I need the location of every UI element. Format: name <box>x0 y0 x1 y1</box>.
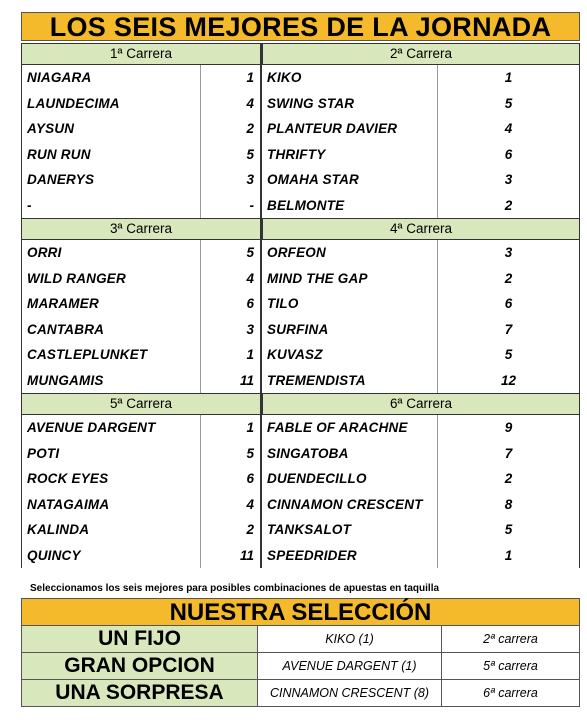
selection-race: 6ª carrera <box>442 680 580 707</box>
list-item <box>262 167 579 193</box>
race-1-list <box>21 65 261 218</box>
horse-number: - <box>249 197 254 213</box>
horse-name: RUN RUN <box>22 142 201 168</box>
list-item <box>262 441 579 467</box>
selection-row <box>21 680 580 707</box>
races-block-1-2 <box>21 43 580 218</box>
list-item <box>22 291 260 317</box>
horse-number: 5 <box>246 445 254 461</box>
list-item <box>22 116 260 142</box>
list-item <box>22 65 260 91</box>
horse-name: PLANTEUR DAVIER <box>262 116 438 142</box>
races-table <box>21 43 580 568</box>
selection-label: UN FIJO <box>21 626 258 653</box>
horse-name: KIKO <box>262 65 438 91</box>
horse-number: 8 <box>504 496 513 512</box>
horse-name: DANERYS <box>22 167 201 193</box>
list-item <box>22 317 260 343</box>
horse-name: TREMENDISTA <box>262 368 438 394</box>
list-item <box>262 193 579 219</box>
horse-name: SURFINA <box>262 317 438 343</box>
horse-name: SINGATOBA <box>262 441 438 467</box>
horse-name: POTI <box>22 441 201 467</box>
horse-number: 2 <box>504 471 513 486</box>
races-block-3-4 <box>21 218 580 393</box>
horse-number: 3 <box>504 172 513 187</box>
selection-horse: KIKO (1) <box>258 626 442 653</box>
selection-note: Seleccionamos los seis mejores para posibles combinaciones de apuestas en taquilla <box>30 583 440 594</box>
list-item <box>22 167 260 193</box>
horse-number: 5 <box>246 245 254 260</box>
race-6-list <box>261 415 580 568</box>
list-item <box>22 543 260 569</box>
horse-number: 5 <box>504 522 513 537</box>
horse-number: 6 <box>504 296 513 311</box>
horse-name: NATAGAIMA <box>22 492 201 518</box>
list-item <box>262 368 579 394</box>
horse-number: 3 <box>246 321 254 337</box>
horse-number: 5 <box>246 146 254 162</box>
horse-name: TANKSALOT <box>262 517 438 543</box>
horse-name: AYSUN <box>22 116 201 142</box>
horse-number: 1 <box>504 70 513 85</box>
horse-name: DUENDECILLO <box>262 466 438 492</box>
horse-number: 2 <box>246 522 254 537</box>
list-item <box>262 543 579 569</box>
horse-name: LAUNDECIMA <box>22 91 201 117</box>
horse-number: 4 <box>246 95 254 111</box>
list-item <box>262 492 579 518</box>
horse-name: MUNGAMIS <box>22 368 201 394</box>
list-item <box>262 142 579 168</box>
list-item <box>262 317 579 343</box>
list-item <box>22 342 260 368</box>
races-block-5-6 <box>21 393 580 568</box>
list-item <box>22 441 260 467</box>
horse-name: THRIFTY <box>262 142 438 168</box>
list-item <box>262 466 579 492</box>
horse-name: CASTLEPLUNKET <box>22 342 201 368</box>
list-item <box>262 517 579 543</box>
list-item <box>262 342 579 368</box>
horse-name: NIAGARA <box>22 65 201 91</box>
horse-name: WILD RANGER <box>22 266 201 292</box>
list-item <box>22 492 260 518</box>
selection-row <box>21 626 580 653</box>
list-item <box>262 91 579 117</box>
race-header-6: 6ª Carrera <box>261 393 580 415</box>
horse-name: FABLE OF ARACHNE <box>262 415 438 441</box>
horse-number: 4 <box>246 270 254 286</box>
horse-name: MIND THE GAP <box>262 266 438 292</box>
horse-name: AVENUE DARGENT <box>22 415 201 441</box>
horse-number: 1 <box>246 70 254 85</box>
horse-number: 6 <box>246 471 254 486</box>
horse-name: MARAMER <box>22 291 201 317</box>
selection-table <box>21 598 580 707</box>
horse-number: 9 <box>504 420 513 435</box>
race-header-3: 3ª Carrera <box>21 218 261 240</box>
horse-number: 2 <box>246 121 254 136</box>
list-item <box>262 116 579 142</box>
horse-number: 7 <box>504 321 513 337</box>
horse-number: 5 <box>504 95 513 111</box>
horse-name: CANTABRA <box>22 317 201 343</box>
list-item <box>262 266 579 292</box>
horse-number: 4 <box>246 496 254 512</box>
horse-number: 6 <box>246 296 254 311</box>
list-item <box>22 142 260 168</box>
race-5-list <box>21 415 261 568</box>
horse-number: 1 <box>246 347 254 362</box>
horse-name: ORRI <box>22 240 201 266</box>
horse-number: 2 <box>504 270 513 286</box>
race-header-4: 4ª Carrera <box>261 218 580 240</box>
list-item <box>22 466 260 492</box>
list-item <box>22 240 260 266</box>
race-header-1: 1ª Carrera <box>21 43 261 65</box>
horse-number: 12 <box>500 372 517 388</box>
horse-name: - <box>22 193 201 219</box>
horse-number: 3 <box>246 172 254 187</box>
race-4-list <box>261 240 580 393</box>
horse-number: 3 <box>504 245 513 260</box>
horse-name: BELMONTE <box>262 193 438 219</box>
horse-number: 11 <box>239 372 254 388</box>
race-2-list <box>261 65 580 218</box>
list-item <box>22 91 260 117</box>
selection-race: 5ª carrera <box>442 653 580 680</box>
selection-title: NUESTRA SELECCIÓN <box>21 598 580 626</box>
race-3-list <box>21 240 261 393</box>
list-item <box>262 415 579 441</box>
selection-row <box>21 653 580 680</box>
list-item <box>22 266 260 292</box>
horse-name: QUINCY <box>22 543 201 569</box>
horse-number: 5 <box>504 347 513 362</box>
horse-number: 4 <box>504 121 513 136</box>
page-title: LOS SEIS MEJORES DE LA JORNADA <box>21 12 580 41</box>
horse-name: ROCK EYES <box>22 466 201 492</box>
horse-name: KALINDA <box>22 517 201 543</box>
horse-number: 1 <box>246 420 254 435</box>
selection-horse: AVENUE DARGENT (1) <box>258 653 442 680</box>
horse-name: SPEEDRIDER <box>262 543 438 569</box>
selection-race: 2ª carrera <box>442 626 580 653</box>
horse-number: 1 <box>504 547 513 563</box>
list-item <box>262 291 579 317</box>
horse-number: 6 <box>504 146 513 162</box>
race-header-2: 2ª Carrera <box>261 43 580 65</box>
horse-name: SWING STAR <box>262 91 438 117</box>
horse-name: TILO <box>262 291 438 317</box>
list-item <box>22 368 260 394</box>
selection-label: UNA SORPRESA <box>21 680 258 707</box>
horse-number: 11 <box>239 547 254 563</box>
horse-name: OMAHA STAR <box>262 167 438 193</box>
list-item <box>262 240 579 266</box>
horse-number: 2 <box>504 197 513 213</box>
horse-name: ORFEON <box>262 240 438 266</box>
list-item <box>262 65 579 91</box>
list-item <box>22 193 260 219</box>
selection-label: GRAN OPCION <box>21 653 258 680</box>
horse-name: CINNAMON CRESCENT <box>262 492 438 518</box>
list-item <box>22 517 260 543</box>
horse-name: KUVASZ <box>262 342 438 368</box>
list-item <box>22 415 260 441</box>
horse-number: 7 <box>504 445 513 461</box>
race-header-5: 5ª Carrera <box>21 393 261 415</box>
selection-horse: CINNAMON CRESCENT (8) <box>258 680 442 707</box>
